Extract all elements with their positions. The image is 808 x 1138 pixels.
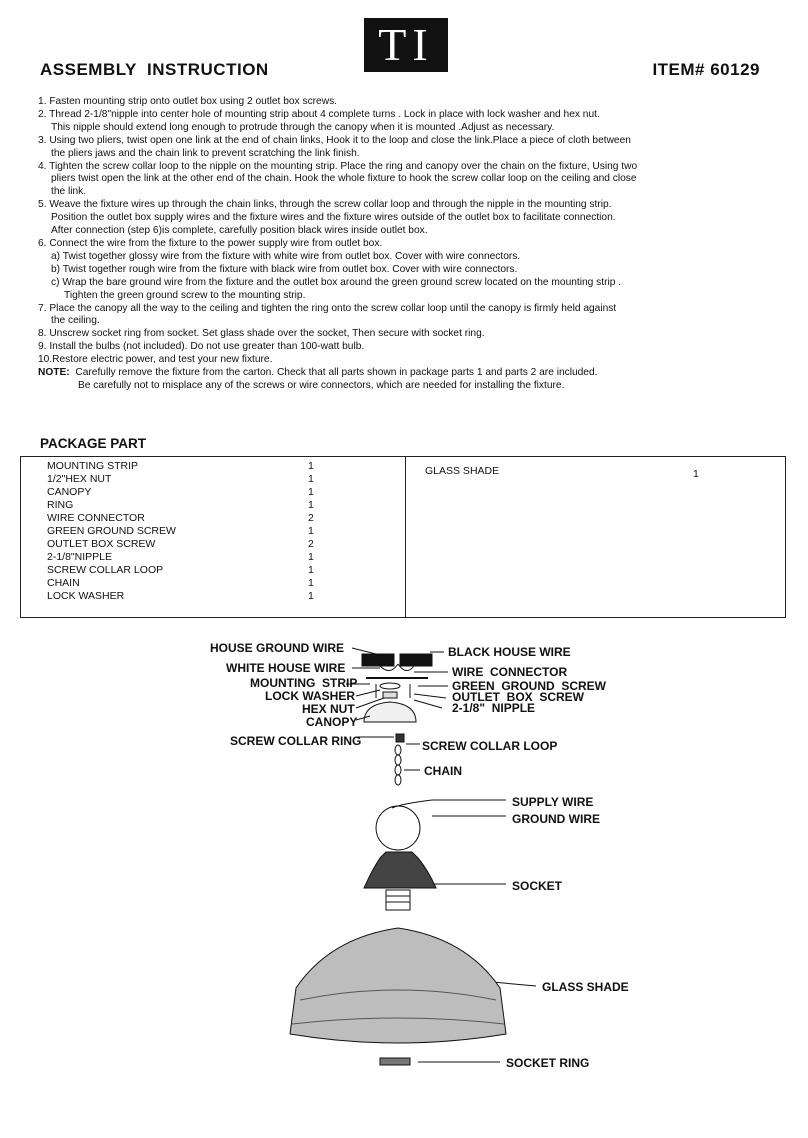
part-qty: 1 [308,590,314,602]
glass-shade-shape [290,928,506,1043]
label-house-ground-wire: HOUSE GROUND WIRE [210,641,345,655]
label-hex-nut: HEX NUT [302,702,355,716]
label-wire-connector: WIRE CONNECTOR [452,665,568,679]
part-name: LOCK WASHER [47,590,125,602]
part-qty: 1 [693,468,699,480]
table-row [47,499,317,512]
screw-collar-loop-shape [396,734,404,742]
label-screw-collar-loop: SCREW COLLAR LOOP [422,739,558,753]
step-line: 6. Connect the wire from the fixture to the power supply wire from outlet box. [38,237,383,249]
part-name: MOUNTING STRIP [47,460,138,472]
note-line: Be carefully not to misplace any of the screws or wire connectors, which are needed for installing the fixture. [78,379,565,391]
table-row [47,473,317,486]
step-line: the link. [51,186,87,198]
label-screw-collar-ring: SCREW COLLAR RING [230,734,362,748]
part-qty: 2 [308,512,314,524]
label-supply-wire: SUPPLY WIRE [512,795,594,809]
part-name: RING [47,499,74,511]
item-number: ITEM# 60129 [652,60,760,79]
step-line: the pliers jaws and the chain link to prevent scratching the link finish. [51,147,360,159]
step-line: This nipple should extend long enough to protrude through the canopy when it is mounted .Adjust as necessary. [51,121,555,133]
label-lock-washer: LOCK WASHER [265,689,355,703]
socket-shape [386,890,410,910]
label-white-house-wire: WHITE HOUSE WIRE [226,661,346,675]
label-socket: SOCKET [512,879,563,893]
part-qty: 2 [308,538,314,550]
package-part-list [47,460,317,603]
canopy-shape [364,702,416,722]
note-text: Carefully remove the fixture from the carton. Check that all parts shown in package parts 1 and parts 2 are included. [75,367,598,379]
table-divider [405,457,406,617]
table-row [47,525,317,538]
chain-links [395,745,401,785]
table-row [47,512,317,525]
part-name: GLASS SHADE [425,465,500,477]
step-line: b) Twist together rough wire from the fixture with black wire from outlet box. Cover with wire connectors. [51,263,518,275]
table-row [47,538,317,551]
step-line: 9. Install the bulbs (not included). Do not use greater than 100-watt bulb. [38,341,365,353]
instruction-steps [38,96,778,393]
part-qty: 1 [308,473,314,485]
step-line: 7. Place the canopy all the way to the ceiling and tighten the ring onto the screw collar loop until the canopy is firmly held against [38,302,617,314]
part-name: GREEN GROUND SCREW [47,525,176,537]
package-part-title: PACKAGE PART [40,436,147,451]
table-row [47,590,317,603]
step-line: 5. Weave the fixture wires up through the chain links, through the screw collar loop and through the nipple in the mounting strip. [38,199,612,211]
package-part-right [425,465,699,480]
step-line: the ceiling. [51,315,100,327]
table-row [47,564,317,577]
step-line: 10.Restore electric power, and test your new fixture. [38,354,273,366]
note-label: NOTE: [38,367,70,379]
wire-connector-left [362,654,394,666]
step-line: Position the outlet box supply wires and the fixture wires and the fixture wires outside of the outlet box to facilitate connection. [51,212,616,224]
step-line: a) Twist together glossy wire from the fixture with white wire from outlet box. Cover with wire connectors. [51,250,521,262]
step-line: 2. Thread 2-1/8"nipple into center hole of mounting strip about 4 complete turns . Lock in place with lock washer and hex nut. [38,108,600,120]
step-line: c) Wrap the bare ground wire from the fixture and the outlet box around the green ground screw located on the mounting strip . [51,276,622,288]
label-black-house-wire: BLACK HOUSE WIRE [448,645,571,659]
page-title: ASSEMBLY INSTRUCTION [40,60,269,79]
part-qty: 1 [308,577,314,589]
step-line: 8. Unscrew socket ring from socket. Set glass shade over the socket, Then secure with socket ring. [38,328,485,340]
table-row [47,460,317,473]
label-socket-ring: SOCKET RING [506,1056,590,1070]
part-name: WIRE CONNECTOR [47,512,145,524]
label-chain: CHAIN [424,764,462,778]
part-name: 1/2"HEX NUT [47,473,112,485]
part-qty: 1 [308,499,314,511]
part-qty: 1 [308,486,314,498]
step-line: 1. Fasten mounting strip onto outlet box using 2 outlet box screws. [38,96,337,107]
step-line: 3. Using two pliers, twist open one link at the end of chain links, Hook it to the loop and close the link.Place a piece of cloth between [38,134,631,146]
part-name: 2-1/8"NIPPLE [47,551,113,563]
part-qty: 1 [308,525,314,537]
fixture-cap [364,852,436,888]
part-name: CHAIN [47,577,80,589]
brand-logo: TI [364,18,448,72]
label-outlet-box-screw: OUTLET BOX SCREW [452,690,584,704]
part-qty: 1 [308,564,314,576]
step-line: 4. Tighten the screw collar loop to the nipple on the mounting strip. Place the ring and canopy over the chain on the fixture, Using two [38,160,638,172]
label-glass-shade: GLASS SHADE [542,980,629,994]
step-line: After connection (step 6)is complete, carefully position black wires inside outlet box. [51,225,428,237]
part-name: SCREW COLLAR LOOP [47,564,164,576]
table-row [47,551,317,564]
wire-connector-right [400,654,432,666]
lock-washer-shape [380,683,400,689]
step-line: pliers twist open the link at the other end of the chain. Hook the whole fixture to hook the screw collar loop on the ceiling and close [51,173,637,185]
part-qty: 1 [308,551,314,563]
ceiling-assembly [362,654,432,785]
fixture-loop [376,806,420,850]
label-ground-wire: GROUND WIRE [512,812,600,826]
assembly-diagram [0,620,808,1138]
label-mounting-strip: MOUNTING STRIP [250,676,358,690]
label-canopy: CANOPY [306,715,358,729]
part-qty: 1 [308,460,314,472]
table-row [47,486,317,499]
label-nipple: 2-1/8" NIPPLE [452,701,536,715]
fixture-body [290,800,506,1065]
note-line [38,367,778,380]
part-name: CANOPY [47,486,92,498]
package-part-table [20,456,786,618]
table-row [47,577,317,590]
socket-ring-shape [380,1058,410,1065]
step-line: Tighten the green ground screw to the mounting strip. [64,289,306,301]
label-green-ground-screw: GREEN GROUND SCREW [452,679,607,693]
part-name: OUTLET BOX SCREW [47,538,156,550]
hex-nut-shape [383,692,397,698]
